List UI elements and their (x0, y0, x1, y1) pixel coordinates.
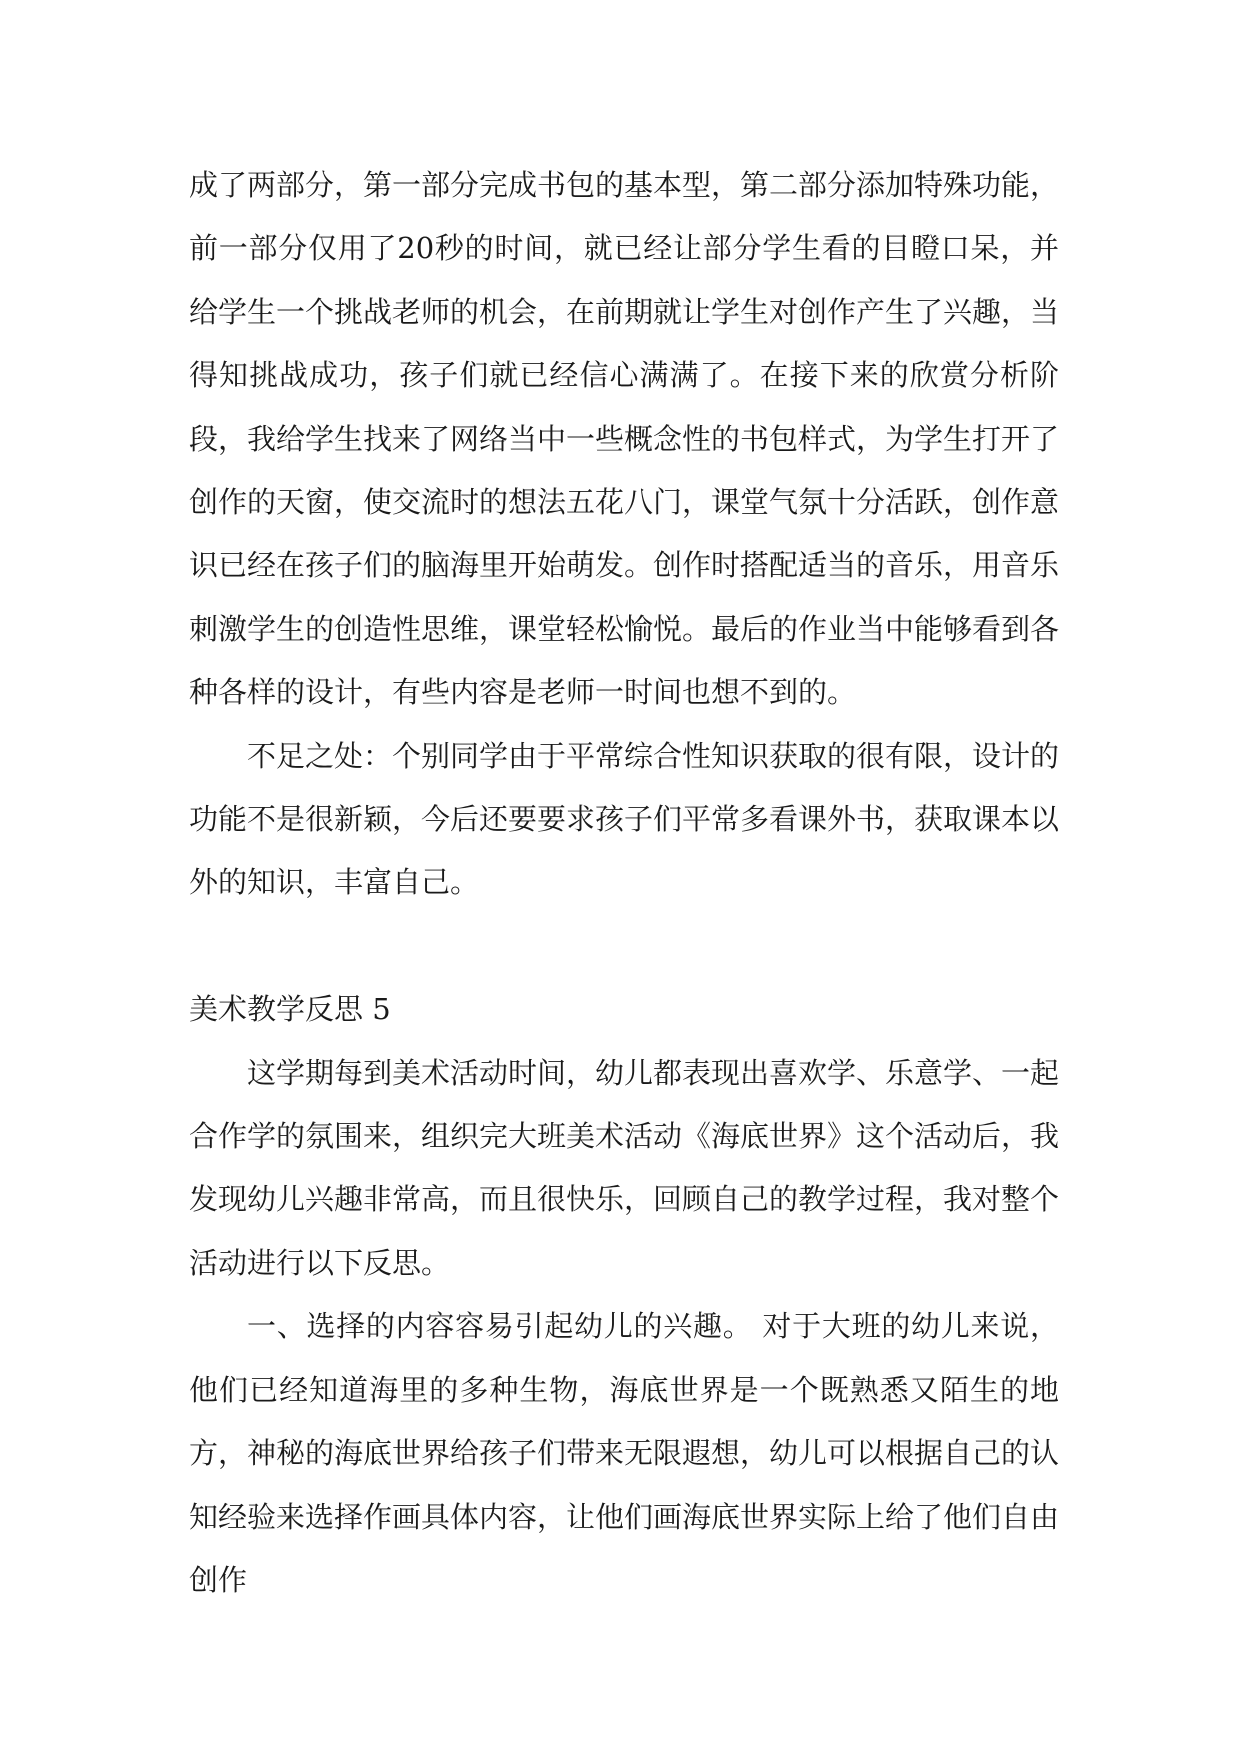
section-heading: 美术教学反思 5 (189, 992, 391, 1027)
continuation-paragraph: 成了两部分，第一部分完成书包的基本型，第二部分添加特殊功能，前一部分仅用了20秒的时间，就已经让部分学生看的目瞪口呆，并给学生一个挑战老师的机会，在前期就让学生对创作产生了兴趣，当得知挑战成功，孩子们就已经信心满满了。在接下来的欣赏分析阶段，我给学生找来了网络当中一些概念性的书包样式，为学生打开了创作的天窗，使交流时的想法五花八门，课堂气氛十分活跃，创作意识已经在孩子们的脑海里开始萌发。创作时搭配适当的音乐，用音乐刺激学生的创造性思维，课堂轻松愉悦。最后的作业当中能够看到各种各样的设计，有些内容是老师一时间也想不到的。 (189, 168, 1060, 710)
document-body (189, 154, 1059, 1612)
intro-paragraph: 这学期每到美术活动时间，幼儿都表现出喜欢学、乐意学、一起合作学的氛围来，组织完大班美术活动《海底世界》这个活动后，我发现幼儿兴趣非常高，而且很快乐，回顾自己的教学过程，我对整个活动进行以下反思。 (189, 1055, 1060, 1280)
point-one-paragraph: 一、选择的内容容易引起幼儿的兴趣。 对于大班的幼儿来说，他们已经知道海里的多种生物，海底世界是一个既熟悉又陌生的地方，神秘的海底世界给孩子们带来无限遐想，幼儿可以根据自己的认知经验来选择作画具体内容，让他们画海底世界实际上给了他们自由创作 (189, 1309, 1060, 1597)
shortcoming-paragraph: 不足之处：个别同学由于平常综合性知识获取的很有限，设计的功能不是很新颖，今后还要要求孩子们平常多看课外书，获取课本以外的知识，丰富自己。 (189, 738, 1060, 900)
